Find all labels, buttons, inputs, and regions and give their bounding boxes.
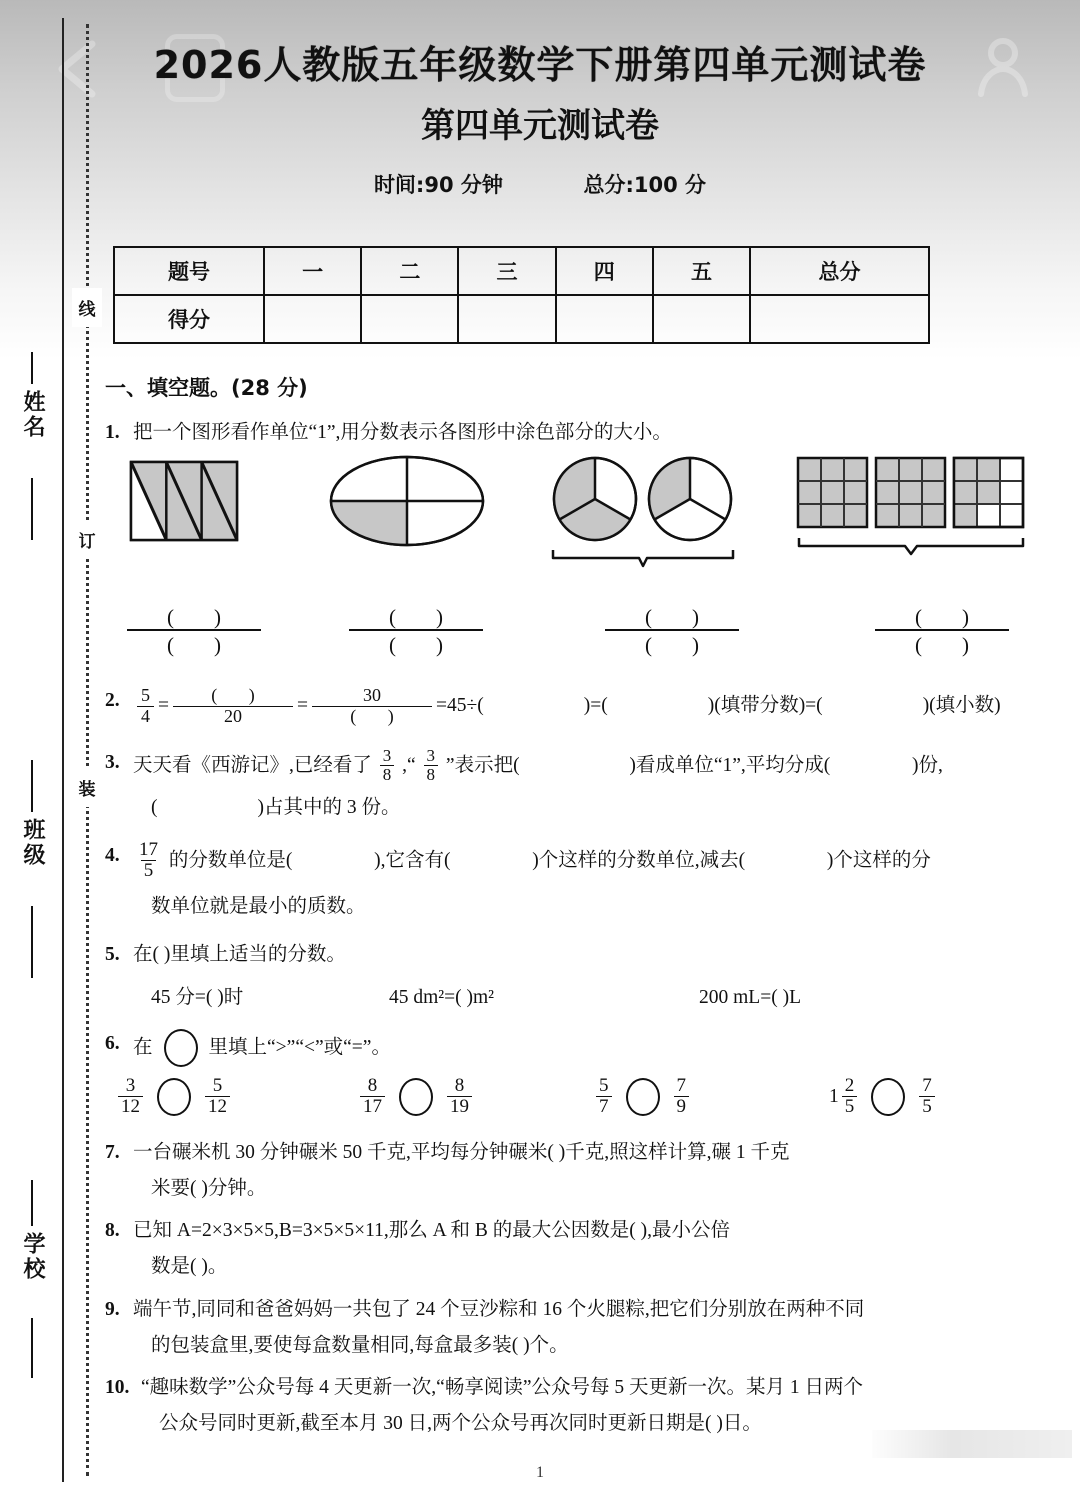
answer-fraction-1[interactable]: () ()	[127, 604, 261, 657]
q4-text-c: )个这样的分数单位,减去(	[532, 850, 746, 872]
question-8-line-1[interactable]: 已知 A=2×3×5×5,B=3×5×5×11,那么 A 和 B 的最大公因数是( ),最小公倍	[133, 1220, 730, 1242]
question-8-line-2[interactable]: 数是( )。	[151, 1256, 228, 1278]
q2-tail-3: )(填小数)	[922, 694, 1001, 716]
q3-text-b: ,“	[402, 755, 416, 777]
question-3-number: 3.	[105, 752, 120, 774]
field-name-rule	[31, 352, 33, 384]
question-4-line-1	[133, 841, 1035, 882]
q5-item-volume[interactable]: 200 mL=( )L	[699, 986, 801, 1008]
question-5-body	[133, 940, 1035, 1012]
margin-dotted-line	[86, 24, 89, 1476]
table-row-header	[114, 247, 929, 295]
question-5-conversions	[133, 983, 1035, 1013]
q2-tail-1: )=(	[583, 694, 608, 716]
question-7-number: 7.	[105, 1141, 120, 1163]
score-cell-3[interactable]	[458, 295, 555, 343]
answer-fraction-3[interactable]: () ()	[605, 604, 739, 657]
score-cell-5[interactable]	[653, 295, 750, 343]
question-2	[105, 686, 1035, 727]
q2-equals-1: =	[158, 694, 169, 716]
question-4	[105, 841, 1035, 922]
question-8-body	[133, 1216, 1035, 1282]
q2-fraction-30-over-blank[interactable]: 30 ( )	[312, 686, 432, 727]
q4-text-d: )个这样的分	[826, 850, 931, 872]
page-title: 2026人教版五年级数学下册第四单元测试卷	[153, 43, 927, 87]
question-1-answer-blanks	[105, 604, 1035, 660]
field-name-rule-lower	[31, 478, 33, 540]
seal-char-xian: 线	[72, 288, 102, 327]
q4-text-b: ),它含有(	[374, 850, 451, 872]
field-class-rule	[31, 760, 33, 812]
q3-fraction-2: $\frac{3}{8}$	[424, 747, 439, 784]
score-cell-total[interactable]	[750, 295, 929, 343]
figure-ellipse-quarters	[327, 454, 487, 549]
total-score-label: 总分:100 分	[583, 172, 707, 197]
q2-fraction-five-fourths: $\frac{5}{4}$	[137, 686, 154, 727]
page-subtitle: 第四单元测试卷	[421, 105, 659, 146]
question-1-figures	[105, 454, 1035, 604]
score-cell-2[interactable]	[361, 295, 458, 343]
question-4-line-2: 数单位就是最小的质数。	[151, 896, 366, 918]
score-table-row-label-score: 得分	[114, 295, 264, 343]
question-9	[105, 1295, 1035, 1361]
question-9-body	[133, 1295, 1035, 1361]
score-col-2: 二	[361, 247, 458, 295]
q6-whole-number: 1	[829, 1086, 839, 1108]
question-1-number: 1.	[105, 421, 120, 443]
field-school: 学校	[20, 1232, 45, 1282]
exam-meta	[0, 169, 1080, 199]
comparison-pair-2[interactable]: $\frac{8}{17}$ $\frac{8}{19}$	[357, 1077, 593, 1118]
score-table-row-label-number: 题号	[114, 247, 264, 295]
q3-text-c: ”表示把(	[445, 755, 520, 777]
comparison-pair-3[interactable]: $\frac{5}{7}$ $\frac{7}{9}$	[593, 1077, 829, 1118]
time-label: 时间:90 分钟	[373, 172, 503, 197]
question-6-number: 6.	[105, 1032, 120, 1054]
question-1	[105, 418, 1035, 448]
score-col-5: 五	[653, 247, 750, 295]
question-1-text: 把一个图形看作单位“1”,用分数表示各图形中涂色部分的大小。	[133, 421, 672, 443]
q3-text-a: 天天看《西游记》,已经看了	[133, 755, 372, 777]
score-col-4: 四	[556, 247, 653, 295]
question-9-number: 9.	[105, 1298, 120, 1320]
question-10-body	[141, 1373, 1035, 1439]
q2-tail-2: )(填带分数)=(	[707, 694, 823, 716]
question-5	[105, 940, 1035, 1012]
question-9-line-2[interactable]: 的包装盒里,要使每盒数量相同,每盒最多装( )个。	[151, 1334, 569, 1356]
question-4-body	[133, 841, 1035, 922]
q3-text-e: )份,	[912, 755, 943, 777]
question-8-number: 8.	[105, 1220, 120, 1242]
score-cell-1[interactable]	[264, 295, 361, 343]
q3-text-d: )看成单位“1”,平均分成(	[629, 755, 831, 777]
question-10-number: 10.	[105, 1376, 130, 1398]
compare-circle-2[interactable]	[399, 1078, 433, 1116]
seal-char-ding: 订	[72, 520, 102, 559]
q3-fraction-1: $\frac{3}{8}$	[380, 747, 395, 784]
q6-lead-b: 里填上“>”“<”或“=”。	[208, 1036, 391, 1058]
question-6-lead	[133, 1029, 1035, 1067]
question-10	[105, 1373, 1035, 1439]
table-row-score	[114, 295, 929, 343]
question-4-number: 4.	[105, 845, 120, 867]
paper-header	[0, 42, 1080, 199]
question-3-body	[133, 748, 1035, 823]
paper-body	[105, 372, 1035, 1439]
question-6-comparisons	[105, 1074, 1035, 1118]
q2-division-part: =45÷(	[436, 694, 484, 716]
field-class: 班级	[20, 818, 45, 868]
question-6	[105, 1029, 1035, 1067]
question-8	[105, 1216, 1035, 1282]
seal-char-zhuang: 装	[72, 768, 102, 807]
q5-item-area[interactable]: 45 dm²=( )m²	[389, 986, 495, 1008]
score-table	[113, 246, 930, 344]
question-3	[105, 748, 1035, 823]
comparison-pair-1[interactable]: $\frac{3}{12}$ $\frac{5}{12}$	[115, 1077, 357, 1118]
section-heading-fill-blank: 一、填空题。(28 分)	[105, 376, 308, 400]
score-col-3: 三	[458, 247, 555, 295]
answer-fraction-2[interactable]: () ()	[349, 604, 483, 657]
field-name: 姓名	[20, 390, 45, 440]
compare-circle-1[interactable]	[157, 1078, 191, 1116]
q4-fraction: $\frac{17}{5}$	[139, 839, 158, 882]
q6-lead-a: 在	[133, 1036, 153, 1058]
figure-two-circles-thirds	[547, 454, 747, 572]
page-number: 1	[536, 1464, 544, 1481]
question-7	[105, 1138, 1035, 1204]
compare-circle-3[interactable]	[626, 1078, 660, 1116]
question-3-line-1	[133, 748, 1035, 785]
figure-square-strips	[129, 460, 239, 542]
question-5-number: 5.	[105, 944, 120, 966]
compare-circle-4[interactable]	[871, 1078, 905, 1116]
q2-equals-2: =	[297, 694, 308, 716]
score-col-total: 总分	[750, 247, 929, 295]
question-7-line-2[interactable]: 米要( )分钟。	[151, 1177, 267, 1199]
field-class-rule-lower	[31, 906, 33, 978]
question-6-body	[133, 1029, 1035, 1067]
margin-rule-line	[62, 18, 64, 1482]
binding-margin	[0, 0, 100, 1500]
question-10-line-2[interactable]: 公众号同时更新,截至本月 30 日,两个公众号再次同时更新日期是( )日。	[159, 1413, 762, 1435]
field-school-rule-lower	[31, 1318, 33, 1378]
score-col-1: 一	[264, 247, 361, 295]
comparison-circle-icon	[164, 1029, 198, 1067]
answer-fraction-4[interactable]: () ()	[875, 604, 1009, 657]
score-cell-4[interactable]	[556, 295, 653, 343]
question-7-body	[133, 1138, 1035, 1204]
question-2-body	[133, 686, 1035, 727]
q5-item-minutes[interactable]: 45 分=( )时	[151, 986, 244, 1008]
question-10-line-1: “趣味数学”公众号每 4 天更新一次,“畅享阅读”公众号每 5 天更新一次。某月 1 日两个	[141, 1376, 863, 1398]
question-7-line-1[interactable]: 一台碾米机 30 分钟碾米 50 千克,平均每分钟碾米( )千克,照这样计算,碾 1 千克	[133, 1141, 790, 1163]
question-5-lead: 在( )里填上适当的分数。	[133, 944, 346, 966]
question-9-line-1: 端午节,同同和爸爸妈妈一共包了 24 个豆沙粽和 16 个火腿粽,把它们分别放在两种不同	[133, 1298, 865, 1320]
question-3-line-2: ( )占其中的 3 份。	[151, 797, 401, 819]
figure-three-grids	[795, 454, 1027, 572]
field-school-rule	[31, 1180, 33, 1226]
q4-text-a: 的分数单位是(	[168, 850, 293, 872]
q2-fraction-blank-over-20[interactable]: ( ) 20	[173, 686, 293, 727]
question-2-number: 2.	[105, 689, 120, 711]
comparison-pair-4[interactable]: 1 $\frac{2}{5}$ $\frac{7}{5}$	[829, 1077, 938, 1118]
